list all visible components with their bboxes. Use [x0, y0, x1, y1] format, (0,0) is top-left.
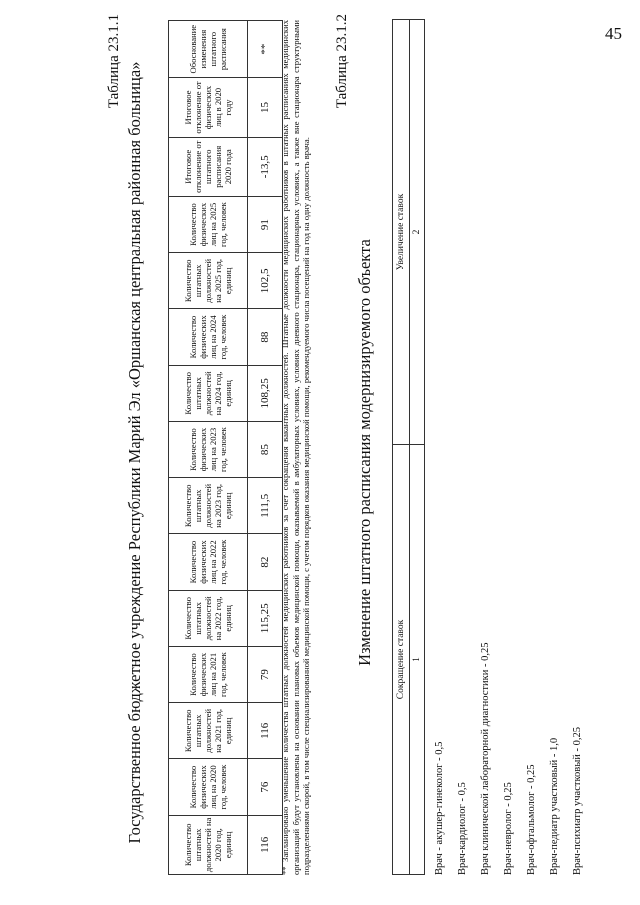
value-cell: 91 [248, 196, 283, 252]
header-cell: Обоснование изменения штатного расписания [169, 21, 248, 78]
table1-title: Государственное бюджетное учреждение Республики Марий Эл «Оршанская центральная районная больница» [125, 61, 144, 844]
reduction-header: Сокращение ставок [393, 445, 410, 875]
header-cell: Количество штатных должностей на 2020 год, единиц [169, 815, 248, 874]
column-number: 1 [410, 445, 425, 875]
header-cell: Количество физических лиц на 2022 год, человек [169, 534, 248, 590]
header-cell: Количество физических лиц на 2023 год, человек [169, 421, 248, 477]
header-cell: Количество штатных должностей на 2023 год, единиц [169, 478, 248, 534]
rate-changes-table [392, 19, 425, 875]
table2-label: Таблица 23.1.2 [334, 14, 350, 109]
table2-title: Изменение штатного расписания модернизируемого объекта [355, 239, 374, 666]
page-number: 45 [605, 24, 622, 43]
footnote: ** Запланировано уменьшение количества штатных должностей медицинских работников за счет сокращения вакантных должностей. Штатные должности медицинских работников в штатных расписаниях медицинских организаций будут установлены на основании плановых объемов медицинской помощи, оказываемой в амбулаторных условиях, условиях дневного стационара, стационарных условиях, а также вне стационара структурными подразделениями скорой, в том числе специализированной медицинской помощи, с учетом порядков оказания медицинской помощи, рекомендуемого числа посещений на год на одну должность врача. [280, 20, 311, 875]
value-cell: 85 [248, 421, 283, 477]
value-cell: 88 [248, 309, 283, 365]
value-cell: 111,5 [248, 478, 283, 534]
header-cell: Итоговое отклонение от штатного расписания 2020 года [169, 137, 248, 196]
list-item: Врач-психиатр участковый - 0,25 [572, 726, 583, 875]
staffing-table [168, 20, 283, 875]
header-cell: Количество штатных должностей на 2024 год, единиц [169, 365, 248, 421]
value-cell: 79 [248, 646, 283, 702]
column-number-row [410, 20, 425, 875]
staffing-values-row [248, 21, 283, 875]
staffing-header-row [169, 21, 248, 875]
value-cell: 116 [248, 815, 283, 874]
header-cell: Итоговое отклонение от физических лиц в 2020 году [169, 78, 248, 137]
list-item: Врач-кардиолог - 0,5 [457, 782, 468, 875]
list-item: Врач - акушер-гинеколог - 0,5 [434, 741, 445, 875]
header-cell: Количество штатных должностей на 2022 год, единиц [169, 590, 248, 646]
reduction-list [428, 445, 589, 875]
value-cell: -13,5 [248, 137, 283, 196]
list-item: Врач клинической лабораторной диагностики - 0,25 [480, 642, 491, 875]
header-cell: Количество штатных должностей на 2025 год, единиц [169, 253, 248, 309]
increase-header: Увеличение ставок [393, 20, 410, 445]
header-cell: Количество физических лиц на 2020 год, человек [169, 759, 248, 815]
value-cell: ** [248, 21, 283, 78]
header-cell: Количество штатных должностей на 2021 год, единиц [169, 703, 248, 759]
list-item: Врач-невролог - 0,25 [503, 782, 514, 875]
header-cell: Количество физических лиц на 2024 год, человек [169, 309, 248, 365]
value-cell: 76 [248, 759, 283, 815]
value-cell: 102,5 [248, 253, 283, 309]
header-cell: Количество физических лиц на 2021 год, человек [169, 646, 248, 702]
value-cell: 82 [248, 534, 283, 590]
list-item: Врач-педиатр участковый - 1,0 [549, 737, 560, 875]
table1-label: Таблица 23.1.1 [106, 14, 122, 109]
column-number: 2 [410, 20, 425, 445]
rate-changes-header-row [393, 20, 410, 875]
list-item: Врач-офтальмолог - 0,25 [526, 764, 537, 875]
header-cell: Количество физических лиц на 2025 год, человек [169, 196, 248, 252]
value-cell: 108,25 [248, 365, 283, 421]
value-cell: 115,25 [248, 590, 283, 646]
value-cell: 116 [248, 703, 283, 759]
value-cell: 15 [248, 78, 283, 137]
